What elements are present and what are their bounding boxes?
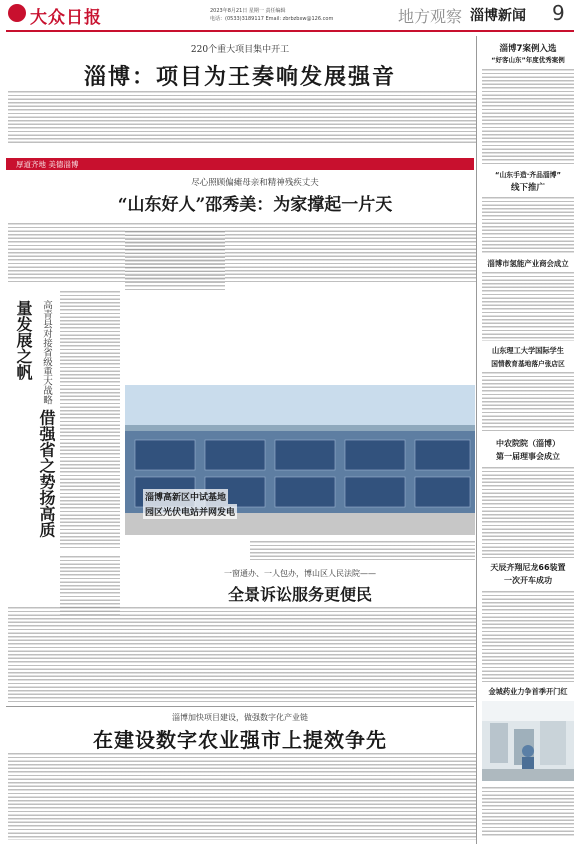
feature2-body-text (8, 606, 476, 702)
vertical-headline (8, 300, 58, 550)
solar-photo (125, 385, 475, 535)
sidebar (480, 36, 576, 844)
lead-headline: 淄博：项目为王奏响发展强音 (83, 64, 396, 90)
sidebar-item6-title-2: 一次开车成功 (504, 576, 552, 585)
feature1-col2 (125, 230, 225, 290)
banner-label: 厚道齐地 美德淄博 (16, 160, 79, 169)
masthead-logo: 大众日报 (30, 8, 102, 28)
masthead (0, 0, 580, 30)
sidebar-item4-text (482, 371, 574, 433)
sidebar-item4-title-2: 国情教育基地落户张店区 (491, 360, 565, 368)
vertical-line1: 高青县对接省级重大战略 (41, 300, 52, 405)
sidebar-item7-text (482, 786, 574, 836)
sidebar-item6-title-1: 天辰齐翔尼龙66装置 (490, 563, 566, 572)
sidebar-item1-title-2: “好客山东”年度优秀案例 (491, 56, 565, 64)
feature3-kicker: 淄博加快项目建设，做强数字化产业链 (172, 713, 308, 722)
logo-icon (8, 4, 26, 22)
feature3-headline: 在建设数字农业强市上提效争先 (93, 728, 387, 752)
sidebar-item1-text (482, 68, 574, 164)
sidebar-item2-text (482, 196, 574, 254)
vertical-body-text (60, 290, 120, 550)
feature3-body-text (8, 752, 476, 840)
sidebar-item2-title-1: “山东手造·齐品淄博” (495, 171, 561, 179)
sidebar-item1-title-1: 淄博7案例入选 (499, 44, 557, 54)
factory-photo (482, 701, 574, 781)
photo1-caption-text (250, 540, 475, 560)
page-number: 9 (552, 1, 565, 25)
sidebar-item5-title-2: 第一届理事会成立 (496, 452, 560, 461)
photo-caption-2: 园区光伏电站并网发电 (143, 504, 237, 519)
section-tag: 地方观察 (398, 7, 463, 26)
feature2-kicker: 一窗通办、一人包办，博山区人民法院—— (224, 569, 376, 578)
feature3-rule (6, 706, 474, 707)
photo-caption-1: 淄博高新区中试基地 (143, 489, 228, 504)
sidebar-item7-title: 金城药业力争首季开门红 (488, 687, 568, 696)
lead-kicker: 220个重大项目集中开工 (190, 45, 290, 55)
sidebar-item5-text (482, 466, 574, 558)
banner-bar (6, 158, 474, 170)
masthead-meta-2: 电话：(0533)3189117 Email: zbrbzbxw@126.com (210, 16, 334, 22)
feature1-headline: “山东好人”邵秀美：为家撑起一片天 (117, 195, 393, 215)
lead-body-text (8, 90, 476, 145)
sidebar-item4-title-1: 山东理工大学国际学生 (492, 346, 564, 355)
sidebar-divider (476, 36, 477, 844)
sidebar-item2-title-2: 线下推广 (510, 183, 545, 193)
feature1-body-text (8, 222, 476, 282)
sidebar-item3-text (482, 271, 574, 341)
masthead-meta-1: 2023年8月21日 星期一 责任编辑 (210, 8, 286, 14)
vertical-line2: 借强省之势扬高质量发展之帆 (14, 300, 56, 538)
feature1-kicker: 尽心照顾偏瘫母亲和精神残疾丈夫 (191, 178, 319, 188)
sidebar-item6-text (482, 590, 574, 682)
feature2-headline: 全景诉讼服务更便民 (227, 585, 372, 604)
sidebar-item5-title-1: 中农院院（淄博） (496, 439, 560, 448)
section-name: 淄博新闻 (470, 8, 526, 24)
sidebar-item3-title: 淄博市氢能产业商会成立 (487, 259, 569, 268)
masthead-rule (6, 30, 574, 32)
